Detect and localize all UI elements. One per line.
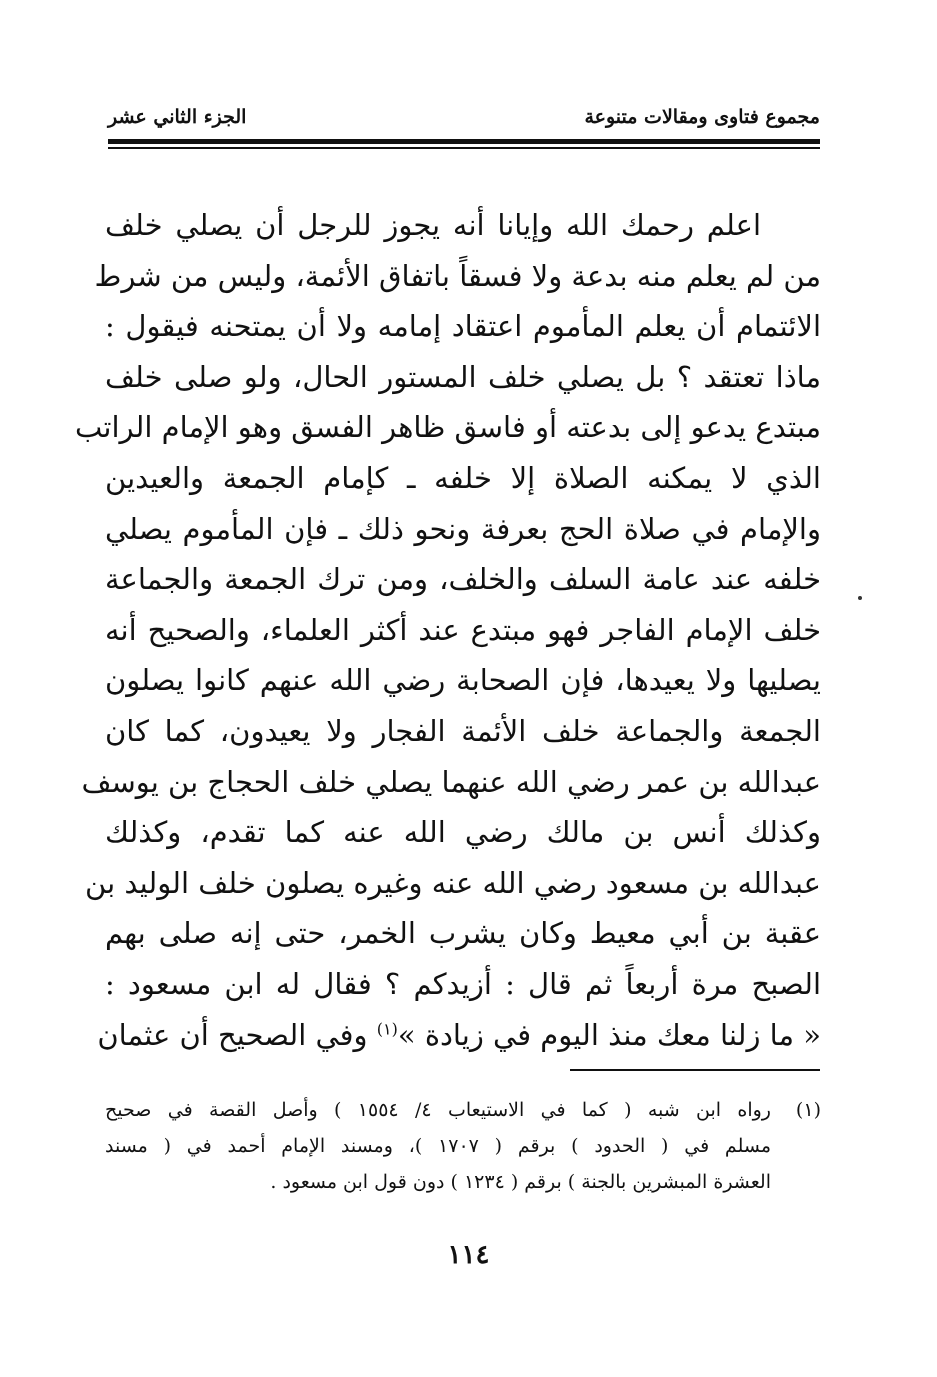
footnote-separator	[570, 1069, 820, 1071]
quote-text: « ما زلنا معك منذ اليوم في زيادة »	[397, 1017, 821, 1052]
header-rule-thick	[108, 139, 820, 144]
text-line: الذي لا يمكنه الصلاة إلا خلفه ـ كإمام الجمعة والعيدين	[105, 460, 821, 495]
margin-mark	[858, 596, 862, 600]
running-header	[108, 100, 820, 136]
footnote-number: (١)	[795, 1099, 821, 1121]
footnote-reference[interactable]: (١)	[376, 1018, 398, 1038]
text-line: عبدالله بن عمر رضي الله عنهما يصلي خلف الحجاج بن يوسف	[81, 764, 821, 799]
footnotes	[105, 1092, 821, 1200]
continuation-text: وفي الصحيح أن عثمان	[97, 1017, 368, 1052]
text-line: اعلم رحمك الله وإيانا أنه يجوز للرجل أن يصلي خلف	[105, 208, 761, 242]
text-line: عقبة بن أبي معيط وكان يشرب الخمر، حتى إنه صلى بهم	[105, 916, 821, 951]
text-line: يصليها ولا يعيدها، فإن الصحابة رضي الله عنهم كانوا يصلون	[105, 663, 821, 698]
footnote-line: مسلم في ( الحدود ) برقم ( ١٧٠٧ )، ومسند الإمام أحمد في ( مسند	[105, 1135, 771, 1157]
part-label: الجزء الثاني عشر	[108, 106, 247, 128]
text-line: الجمعة والجماعة خلف الأئمة الفجار ولا يعيدون، كما كان	[105, 713, 821, 748]
text-line: مبتدع يدعو إلى بدعته أو فاسق ظاهر الفسق وهو الإمام الراتب	[74, 410, 821, 445]
footnote-line	[105, 1092, 821, 1128]
header-rule-thin	[108, 147, 820, 149]
main-text	[74, 200, 821, 1060]
book-title: مجموع فتاوى ومقالات متنوعة	[584, 106, 820, 128]
footnote-line: العشرة المبشرين بالجنة ) برقم ( ١٢٣٤ ) دون قول ابن مسعود .	[270, 1171, 771, 1193]
text-line: من لم يعلم منه بدعة ولا فسقاً باتفاق الأئمة، وليس من شرط	[94, 258, 821, 293]
text-line: ماذا تعتقد ؟ بل يصلي خلف المستور الحال، ولو صلى خلف	[105, 359, 821, 394]
text-line: خلف الإمام الفاجر فهو مبتدع عند أكثر العلماء، والصحيح أنه	[105, 612, 821, 647]
text-line: الصبح مرة أربعاً ثم قال : أزيدكم ؟ فقال له ابن مسعود :	[105, 966, 821, 1001]
text-line: الائتمام أن يعلم المأموم اعتقاد إمامه ولا أن يمتحنه فيقول :	[105, 309, 821, 344]
footnote-text: رواه ابن شبه ( كما في الاستيعاب ٤/ ١٥٥٤ ) وأصل القصة في صحيح	[105, 1099, 771, 1121]
text-line: والإمام في صلاة الحج بعرفة ونحو ذلك ـ فإن المأموم يصلي	[105, 511, 821, 546]
text-line: عبدالله بن مسعود رضي الله عنه وغيره يصلون خلف الوليد بن	[85, 865, 821, 900]
text-line: وكذلك أنس بن مالك رضي الله عنه كما تقدم، وكذلك	[105, 815, 821, 850]
text-line-last	[97, 1010, 821, 1061]
page-number: ١١٤	[447, 1240, 490, 1270]
text-line: خلفه عند عامة السلف والخلف، ومن ترك الجمعة والجماعة	[105, 562, 821, 597]
